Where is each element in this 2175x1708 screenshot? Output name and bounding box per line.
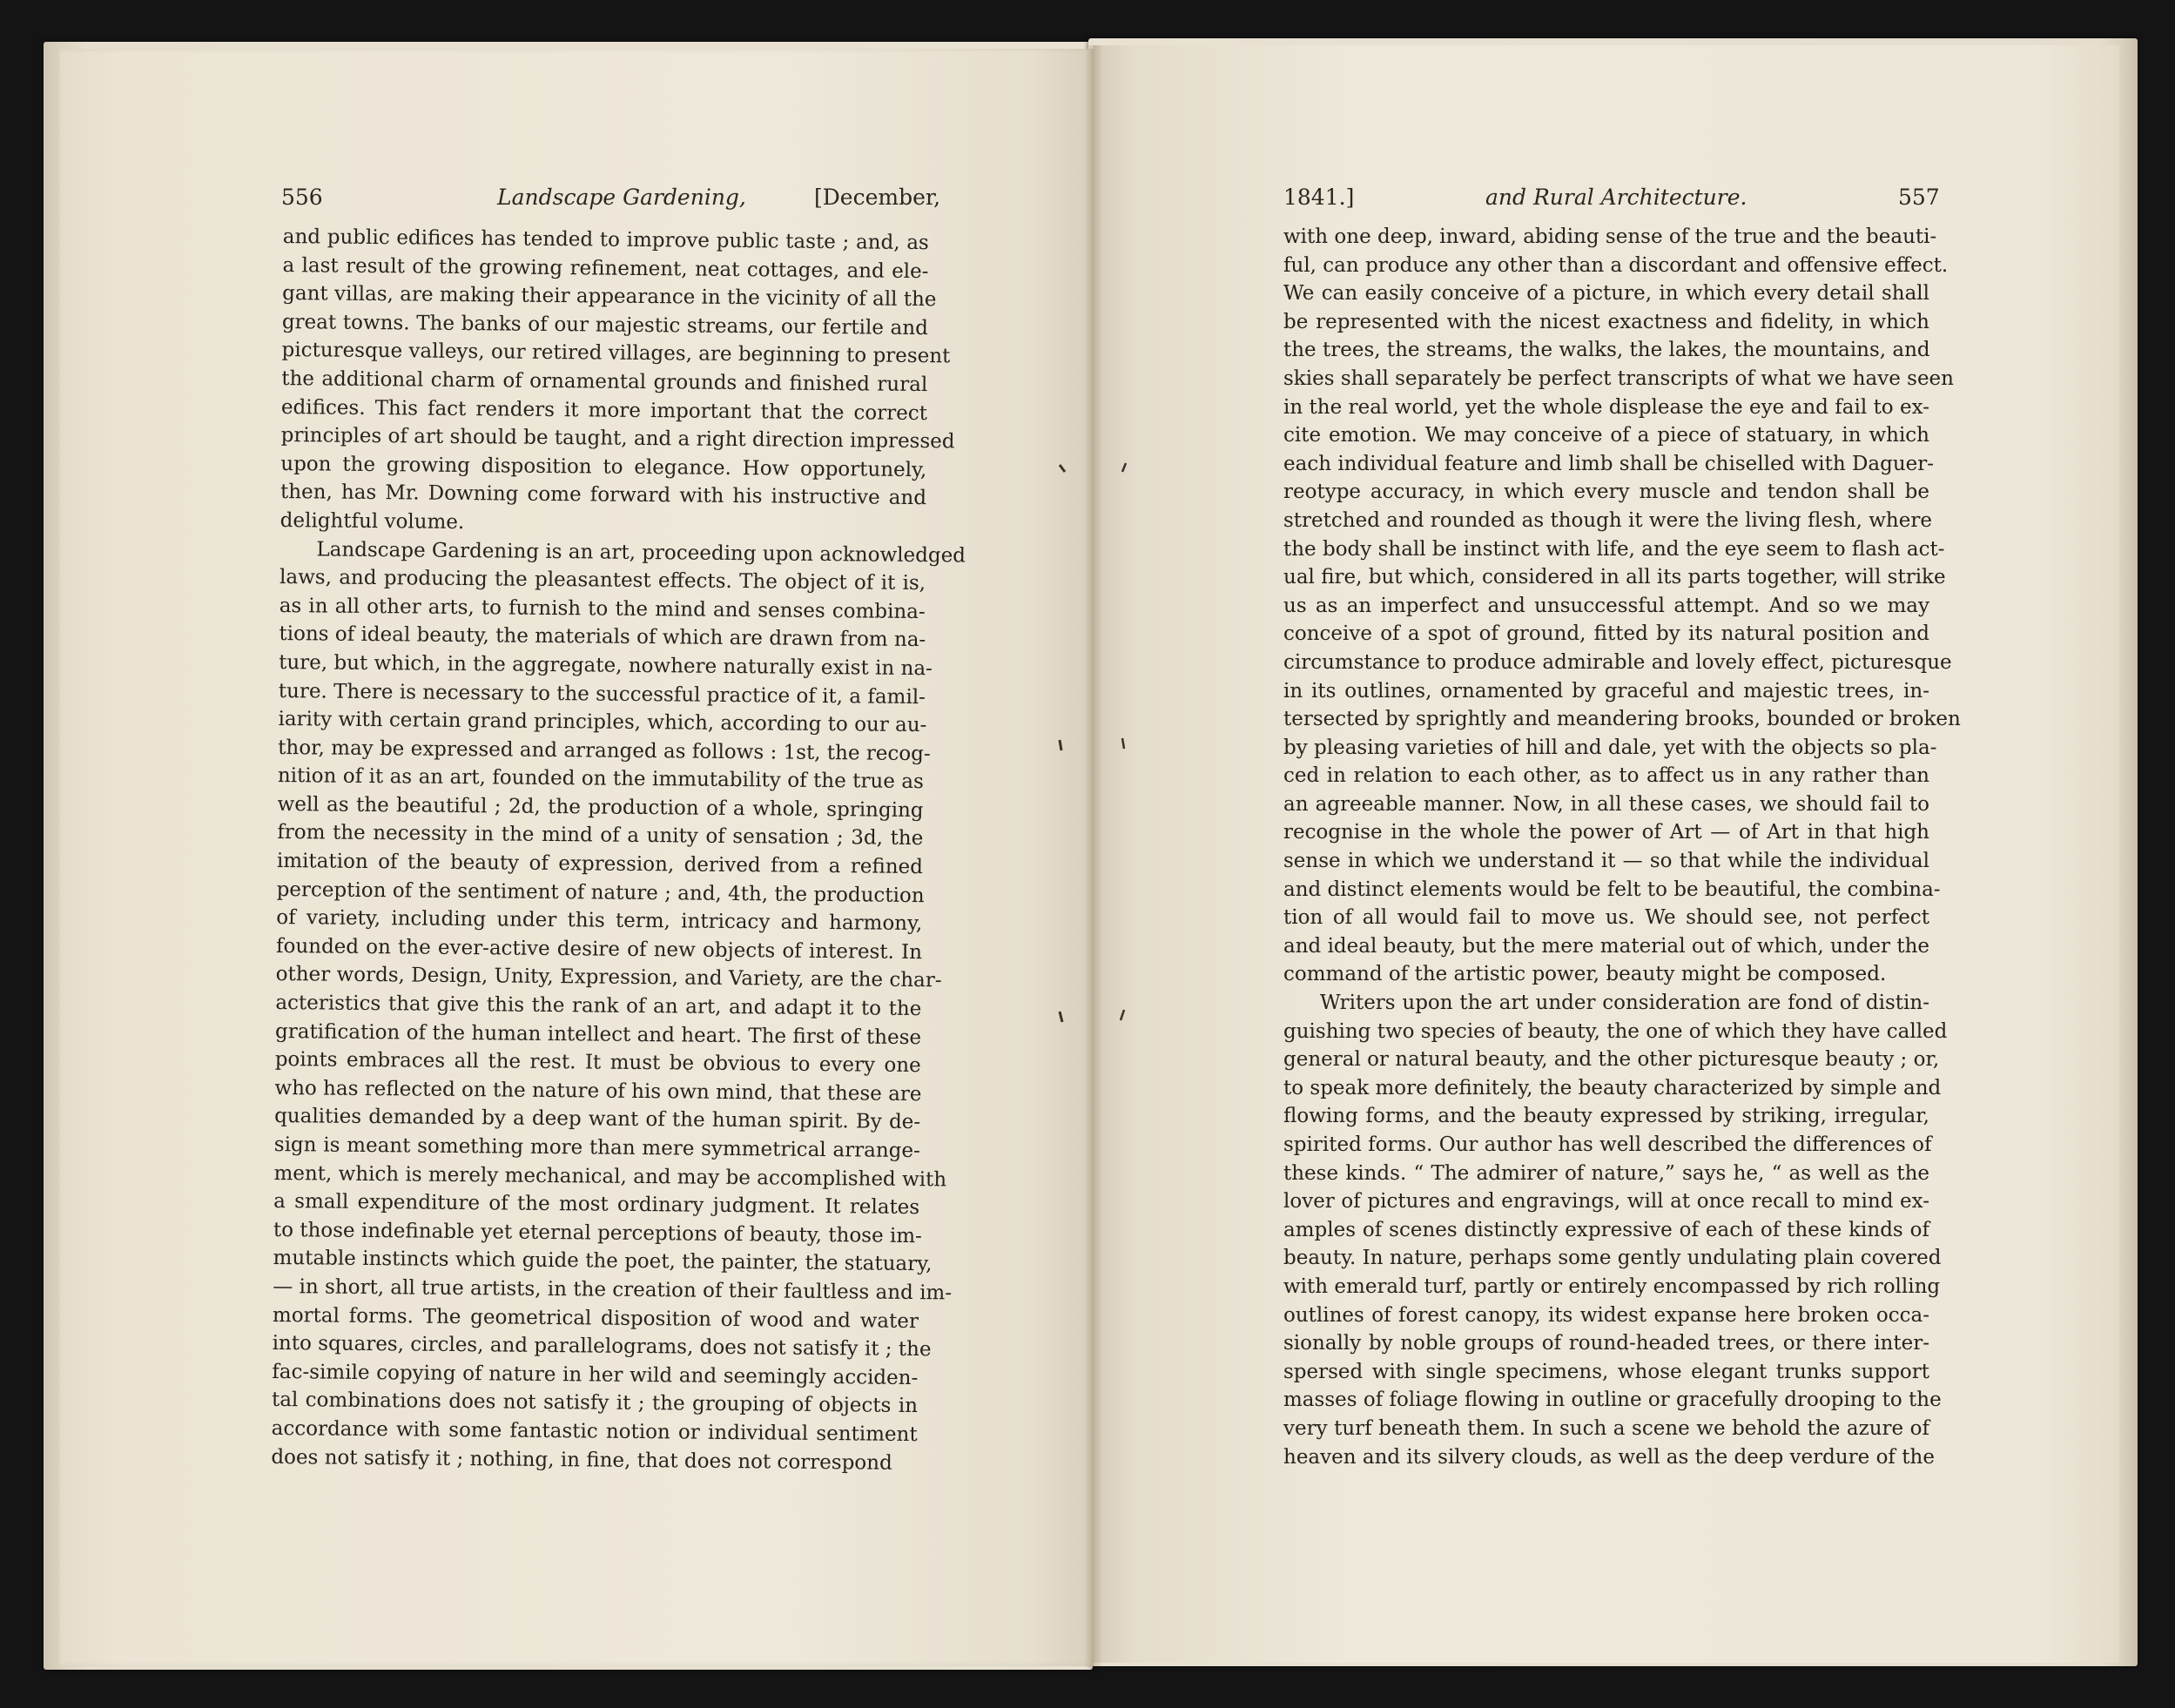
text-line: gant villas, are making their appearance in the vicinity of all the bbox=[282, 282, 937, 312]
text-line: does not satisfy it ; nothing, in fine, that does not correspond bbox=[271, 1445, 892, 1475]
text-line: who has reflected on the nature of his own mind, that these are bbox=[274, 1076, 922, 1106]
text-line: iarity with certain grand principles, which, according to our au- bbox=[278, 708, 927, 737]
text-line: Landscape Gardening is an art, proceeding upon acknowledged bbox=[316, 537, 966, 568]
text-line: spirited forms. Our author has well described the differences of bbox=[1283, 1133, 1932, 1156]
text-line: each individual feature and limb shall be chiselled with Daguer- bbox=[1283, 452, 1935, 475]
text-line: ture. There is necessary to the successful practice of it, a famil- bbox=[278, 679, 926, 709]
text-line: heaven and its silvery clouds, as well as the deep verdure of the bbox=[1283, 1445, 1935, 1469]
binding-stitches bbox=[1049, 453, 1145, 1027]
text-line: circumstance to produce admirable and lovely effect, picturesque bbox=[1283, 650, 1952, 674]
text-line: Writers upon the art under consideration are fond of distin- bbox=[1320, 992, 1929, 1015]
text-line: perception of the sentiment of nature ; and, 4th, the production bbox=[276, 878, 925, 907]
text-line: tersected by sprightly and meandering brooks, bounded or broken bbox=[1283, 708, 1961, 731]
text-line: principles of art should be taught, and a right direction impressed bbox=[280, 424, 955, 454]
text-line: tion of all would fail to move us. We should see, not perfect bbox=[1283, 906, 1929, 930]
text-line: other words, Design, Unity, Expression, and Variety, are the char- bbox=[275, 963, 942, 992]
text-line: edifices. This fact renders it more important that the correct bbox=[280, 395, 928, 425]
text-line: conceive of a spot of ground, fitted by its natural position and bbox=[1283, 622, 1929, 646]
text-line: of variety, including under this term, intricacy and harmony, bbox=[276, 906, 923, 936]
text-line: outlines of forest canopy, its widest expanse here broken occa- bbox=[1283, 1303, 1929, 1327]
text-line: in its outlines, ornamented by graceful and majestic trees, in- bbox=[1283, 679, 1929, 703]
text-line: We can easily conceive of a picture, in which every detail shall bbox=[1283, 282, 1929, 306]
left-running-head bbox=[281, 185, 941, 219]
text-line: beauty. In nature, perhaps some gently undulating plain covered bbox=[1283, 1247, 1942, 1270]
text-line: be represented with the nicest exactness and fidelity, in which bbox=[1283, 310, 1929, 333]
right-running-head bbox=[1283, 185, 1940, 219]
text-line: recognise in the whole the power of Art — of Art in that high bbox=[1283, 821, 1929, 844]
text-line: points embraces all the rest. It must be obvious to every one bbox=[274, 1048, 921, 1078]
text-line: with emerald turf, partly or entirely encompassed by rich rolling bbox=[1283, 1274, 1941, 1298]
text-line: acteristics that give this the rank of an art, and adapt it to the bbox=[275, 991, 922, 1021]
text-line: mortal forms. The geometrical disposition of wood and water bbox=[272, 1303, 919, 1333]
text-line: a small expenditure of the most ordinary judgment. It relates bbox=[273, 1190, 920, 1220]
text-line: us as an imperfect and unsuccessful attempt. And so we may bbox=[1283, 594, 1929, 617]
text-line: into squares, circles, and parallelograms, does not satisfy it ; the bbox=[272, 1332, 932, 1362]
text-line: then, has Mr. Downing come forward with his instructive and bbox=[279, 481, 927, 510]
text-line: command of the artistic power, beauty might be composed. bbox=[1283, 963, 1887, 986]
text-line: ment, which is merely mechanical, and may be accomplished with bbox=[273, 1161, 947, 1191]
text-line: these kinds. “ The admirer of nature,” says he, “ as well as the bbox=[1283, 1161, 1929, 1185]
text-line: tal combinations does not satisfy it ; the grouping of objects in bbox=[271, 1389, 919, 1418]
text-line: laws, and producing the pleasantest effects. The object of it is, bbox=[279, 566, 926, 595]
right-page-body bbox=[1283, 223, 1961, 1471]
text-line: as in all other arts, to furnish to the mind and senses combina- bbox=[279, 594, 926, 623]
text-line: fac-simile copying of nature in her wild and seemingly acciden- bbox=[272, 1360, 919, 1389]
text-line: well as the beautiful ; 2d, the production of a whole, springing bbox=[277, 792, 924, 822]
left-page-body bbox=[271, 223, 966, 1477]
text-line: imitation of the beauty of expression, derived from a refined bbox=[276, 850, 924, 879]
text-line: from the necessity in the mind of a unity of sensation ; 3d, the bbox=[277, 821, 924, 851]
text-line: a last result of the growing refinement, neat cottages, and ele- bbox=[282, 253, 929, 283]
text-line: with one deep, inward, abiding sense of the true and the beauti- bbox=[1283, 225, 1937, 248]
text-line: lover of pictures and engravings, will at once recall to mind ex- bbox=[1283, 1190, 1929, 1214]
right-page-number: 557 bbox=[1898, 185, 1940, 210]
text-line: accordance with some fantastic notion or individual sentiment bbox=[271, 1416, 918, 1446]
text-line: upon the growing disposition to elegance. How opportunely, bbox=[280, 452, 927, 481]
text-line: thor, may be expressed and arranged as follows : 1st, the recog- bbox=[278, 736, 931, 765]
text-line: the trees, the streams, the walks, the lakes, the mountains, and bbox=[1283, 339, 1930, 362]
text-line: cite emotion. We may conceive of a piece of statuary, in which bbox=[1283, 424, 1929, 447]
text-line: spersed with single specimens, whose elegant trunks support bbox=[1283, 1360, 1929, 1383]
text-line: ful, can produce any other than a discordant and offensive effect. bbox=[1283, 253, 1949, 277]
text-line: stretched and rounded as though it were the living flesh, where bbox=[1283, 508, 1932, 532]
text-line: — in short, all true artists, in the creation of their faultless and im- bbox=[273, 1274, 953, 1305]
text-line: and distinct elements would be felt to be beautiful, the combina- bbox=[1283, 878, 1941, 901]
text-line: in the real world, yet the whole displease the eye and fail to ex- bbox=[1283, 395, 1929, 419]
text-line: ture, but which, in the aggregate, nowhere naturally exist in na- bbox=[279, 650, 933, 681]
text-line: gratification of the human intellect and heart. The first of these bbox=[274, 1019, 922, 1049]
text-line: founded on the ever-active desire of new objects of interest. In bbox=[275, 934, 923, 964]
text-line: nition of it as an art, founded on the immutability of the true as bbox=[277, 764, 924, 794]
text-line: tions of ideal beauty, the materials of which are drawn from na- bbox=[279, 622, 926, 652]
text-line: an agreeable manner. Now, in all these cases, we should fail to bbox=[1283, 792, 1929, 816]
left-running-title: Landscape Gardening, bbox=[497, 185, 746, 210]
text-line: sign is meant something more than mere symmetrical arrange- bbox=[273, 1133, 920, 1163]
text-line: to those indefinable yet eternal perceptions of beauty, those im- bbox=[273, 1218, 923, 1247]
text-line: delightful volume. bbox=[279, 508, 465, 534]
text-line: flowing forms, and the beauty expressed by striking, irregular, bbox=[1283, 1105, 1929, 1128]
left-running-month: [December, bbox=[814, 185, 941, 210]
text-line: reotype accuracy, in which every muscle and tendon shall be bbox=[1283, 481, 1929, 504]
right-running-title: and Rural Architecture. bbox=[1485, 185, 1747, 210]
text-line: skies shall separately be perfect transcripts of what we have seen bbox=[1283, 366, 1954, 390]
text-line: the additional charm of ornamental grounds and finished rural bbox=[281, 366, 928, 397]
text-line: and public edifices has tended to improve public taste ; and, as bbox=[282, 225, 929, 255]
text-line: masses of foliage flowing in outline or gracefully drooping to the bbox=[1283, 1389, 1942, 1412]
text-line: great towns. The banks of our majestic streams, our fertile and bbox=[281, 310, 928, 340]
text-line: guishing two species of beauty, the one of which they have called bbox=[1283, 1019, 1948, 1043]
text-line: sense in which we understand it — so that while the individual bbox=[1283, 850, 1929, 873]
right-running-year: 1841.] bbox=[1283, 185, 1355, 210]
text-line: to speak more definitely, the beauty characterized by simple and bbox=[1283, 1076, 1942, 1099]
text-line: and ideal beauty, but the mere material out of which, under the bbox=[1283, 934, 1929, 958]
text-line: by pleasing varieties of hill and dale, yet with the objects so pla- bbox=[1283, 736, 1937, 759]
text-line: mutable instincts which guide the poet, the painter, the statuary, bbox=[273, 1247, 933, 1276]
text-line: qualities demanded by a deep want of the human spirit. By de- bbox=[274, 1105, 921, 1134]
left-page-number: 556 bbox=[281, 185, 323, 210]
text-line: sionally by noble groups of round-headed trees, or there inter- bbox=[1283, 1332, 1929, 1355]
text-line: the body shall be instinct with life, and the eye seem to flash act- bbox=[1283, 537, 1945, 561]
text-line: general or natural beauty, and the other picturesque beauty ; or, bbox=[1283, 1048, 1940, 1072]
text-line: picturesque valleys, our retired villages, are beginning to present bbox=[281, 339, 951, 368]
text-line: ced in relation to each other, as to affect us in any rather than bbox=[1283, 764, 1929, 788]
text-line: ual fire, but which, considered in all its parts together, will strike bbox=[1283, 566, 1946, 589]
text-line: amples of scenes distinctly expressive of each of these kinds of bbox=[1283, 1218, 1929, 1241]
text-line: very turf beneath them. In such a scene we behold the azure of bbox=[1283, 1416, 1929, 1440]
